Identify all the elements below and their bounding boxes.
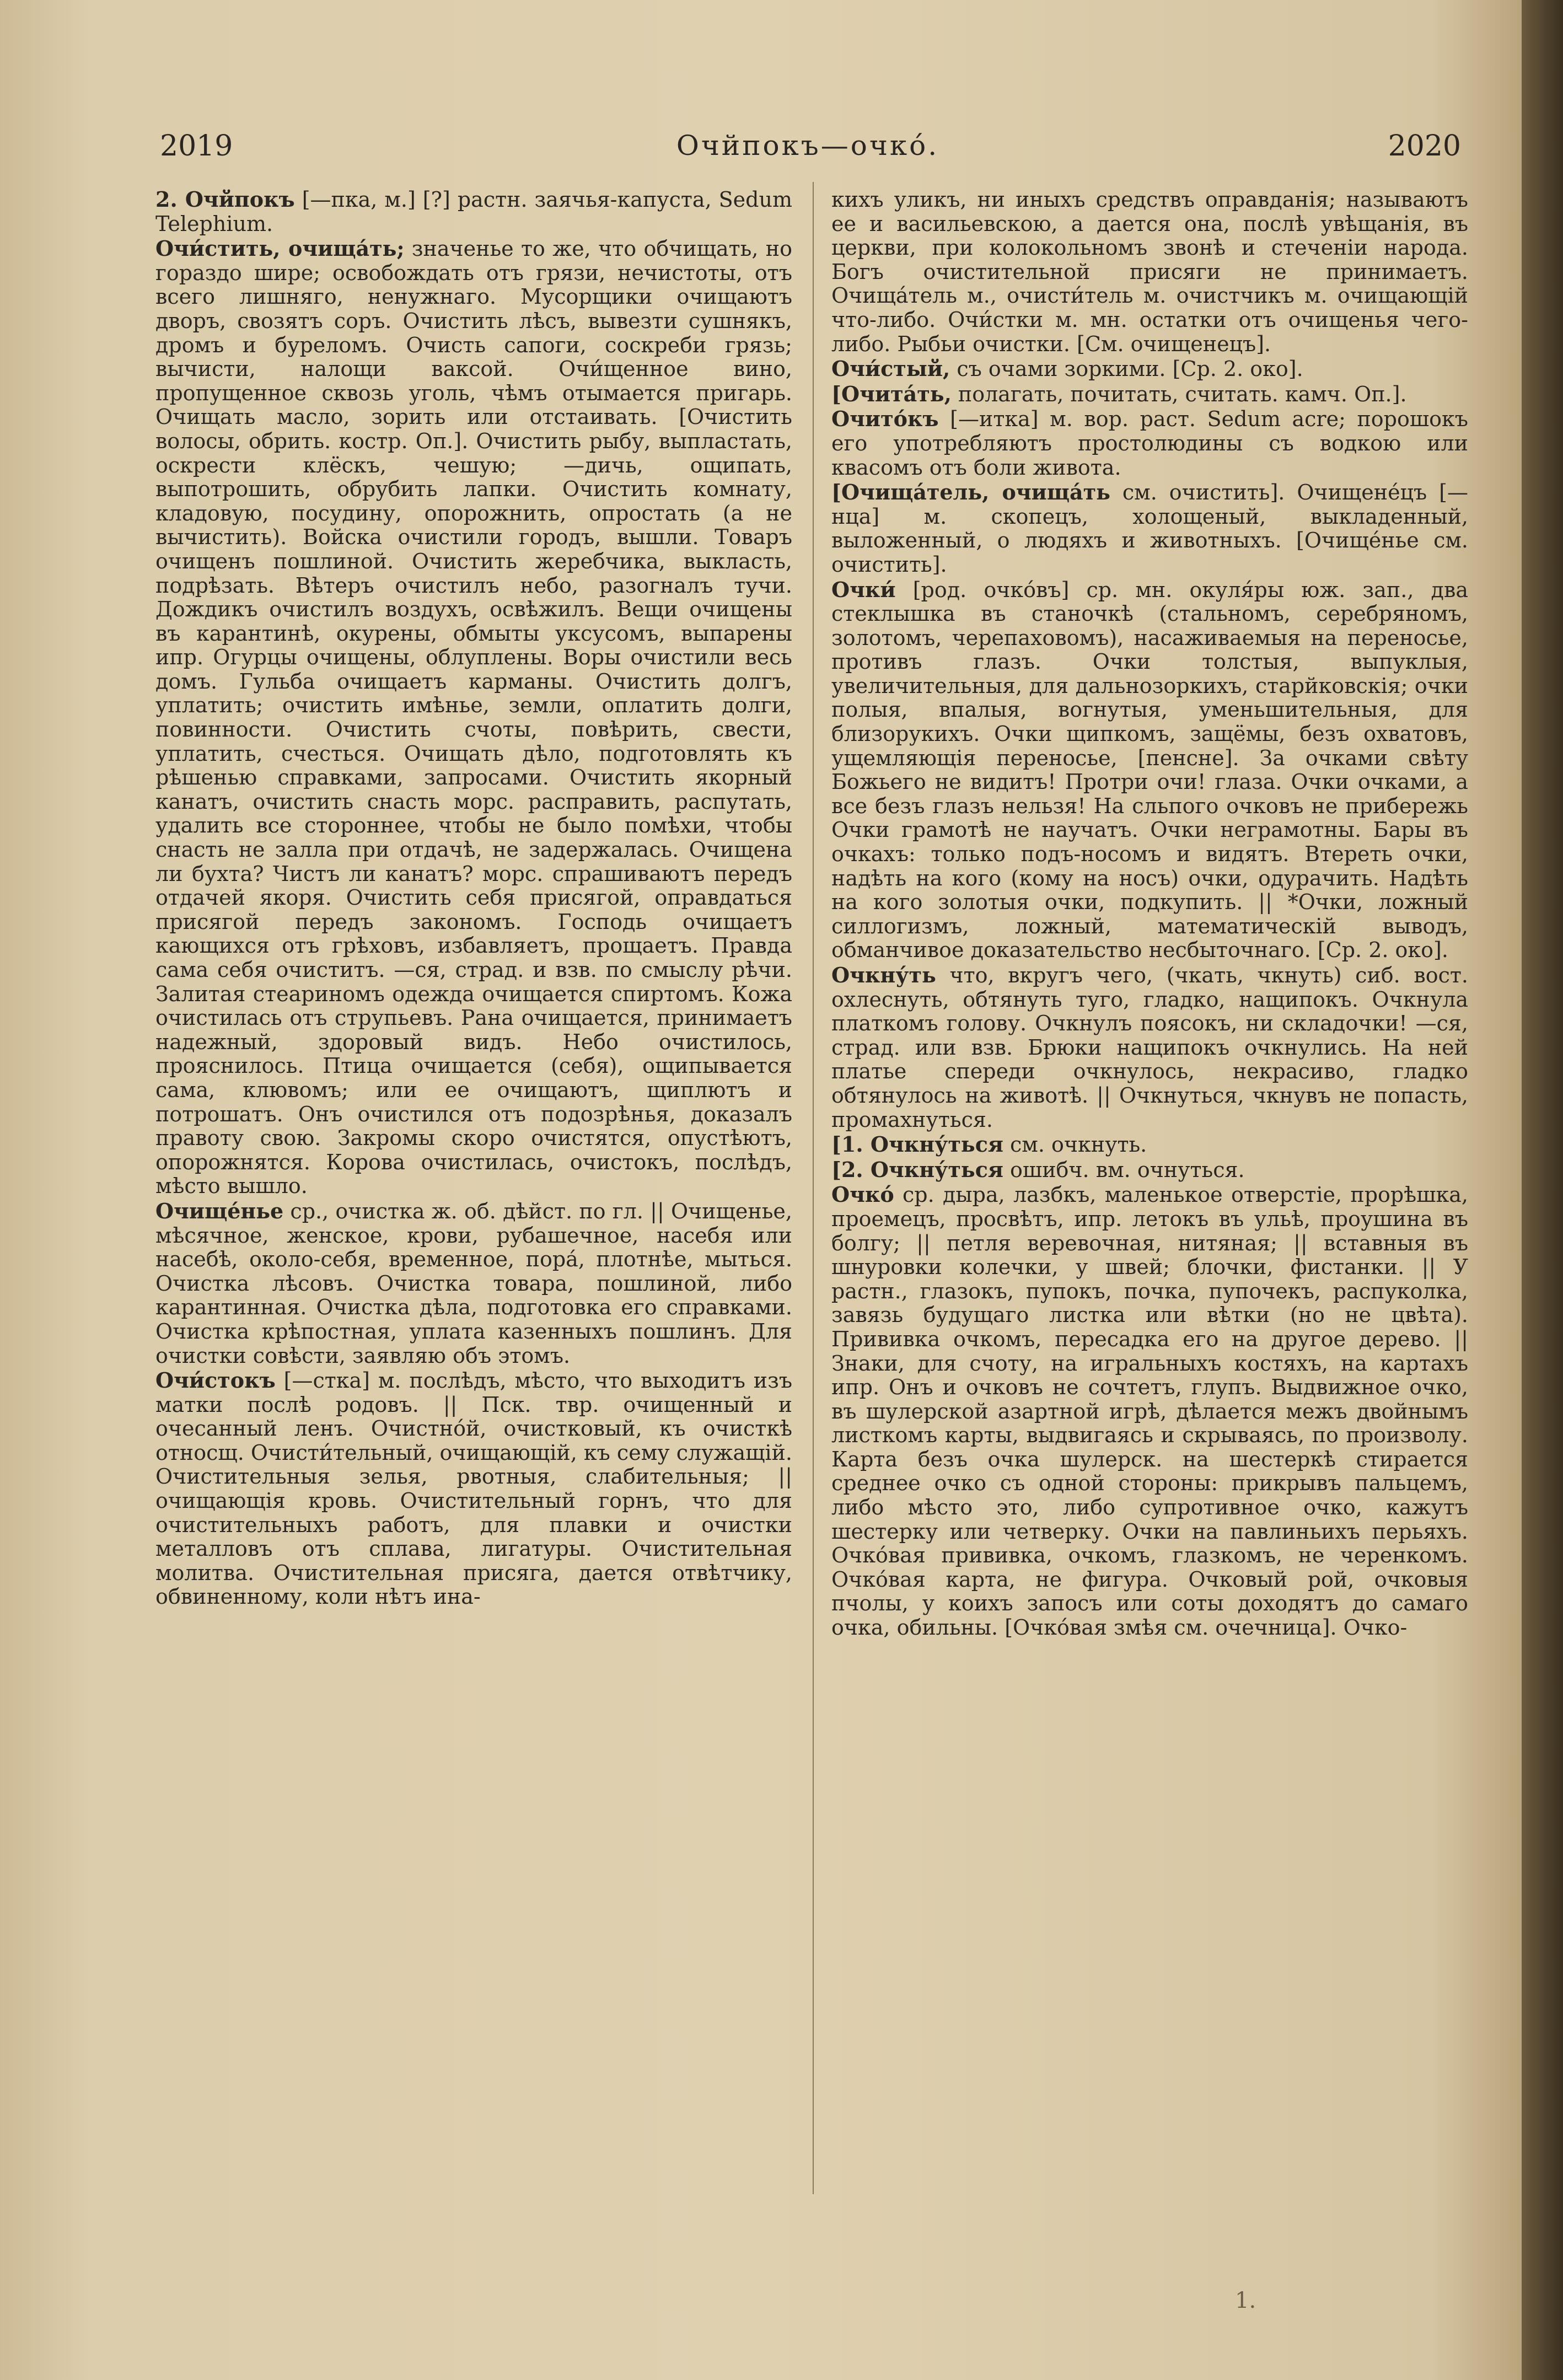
entry-headword: [2. Очкну́ться (831, 1157, 1003, 1182)
dictionary-entry (831, 187, 1468, 356)
entry-headword: Очито́къ (831, 406, 939, 432)
entry-headword: Очище́нье (155, 1198, 284, 1223)
left-column (155, 187, 792, 2227)
dictionary-entry (155, 187, 792, 236)
signature-mark: 1. (1235, 2288, 1256, 2313)
right-column (831, 187, 1468, 2227)
dictionary-entry (831, 963, 1468, 1132)
entry-text: [род. очко́въ] ср. мн. окуля́ры юж. зап., два стеклышка въ станочкѣ (стальномъ, серебряномъ, золотомъ, черепаховомъ), насаживаемыя на переносье, противъ глазъ. Очки толстыя, выпуклыя, увеличительныя, для дальнозоркихъ, старйковскія; очки полыя, впалыя, вогнутыя, уменьшительныя, для близорукихъ. Очки щипкомъ, защёмы, безъ охватовъ, ущемляющія переносье, [пенсне]. За очками свѣту Божьего не видитъ! Протри очи! глаза. Очки очками, а все безъ глазъ нельзя! На сльпого очковъ не прибережь Очки грамотѣ не научатъ. Очки неграмотны. Бары въ очкахъ: только подъ-носомъ и видятъ. Втереть очки, надѣть на кого (кому на носъ) очки, одурачить. Надѣть на кого золотыя очки, подкупить. || *Очки, ложный силлогизмъ, ложный, математическій выводъ, обманчивое доказательство несбыточнаго. [Ср. 2. око]. (831, 577, 1468, 963)
page-number-right: 2020 (1388, 130, 1461, 163)
entry-text: [—стка] м. послѣдъ, мѣсто, что выходитъ изъ матки послѣ родовъ. || Пск. твр. очищенный и очесанный ленъ. Очистно́й, очистковый, къ очисткѣ относщ. Очисти́тельный, очищающій, къ сему служащій. Очистительныя зелья, рвотныя, слабительныя; || очищающія кровь. Очистительный горнъ, что для очистительныхъ работъ, для плавки и очистки металловъ отъ сплава, лигатуры. Очистительная молитва. Очистительная присяга, дается отвѣтчику, обвиненному, коли нѣтъ ина- (155, 1368, 792, 1609)
entry-text: что, вкругъ чего, (чкать, чкнуть) сиб. вост. охлеснуть, обтянуть туго, гладко, нащипокъ. Очкнула платкомъ голову. Очкнулъ поясокъ, ни складочки! —ся, страд. или взв. Брюки нащипокъ очкнулись. На ней платье спереди очкнулось, некрасиво, гладко обтянулось на животѣ. || Очкнуться, чкнувъ не попасть, промахнуться. (831, 963, 1468, 1132)
entry-text: [—итка] м. вор. раст. Sedum acre; порошокъ его употребляютъ простолюдины съ водкою или квасомъ отъ боли живота. (831, 407, 1468, 480)
entry-text: см. очистить]. Очищене́цъ [—нца] м. скопецъ, холощеный, выкладенный, выложенный, о людяхъ и животныхъ. [Очище́нье см. очистить]. (831, 480, 1468, 577)
page-number-left: 2019 (160, 130, 233, 163)
entry-headword: Очко́ (831, 1182, 894, 1207)
column-divider (813, 182, 814, 2194)
entry-headword: [Очита́ть, (831, 381, 952, 406)
running-title: Очйпокъ—очко́. (676, 130, 939, 162)
dictionary-entry (831, 382, 1468, 407)
entry-headword: [Очища́тель, очища́ть (831, 480, 1110, 505)
entry-headword: [1. Очкну́ться (831, 1132, 1003, 1157)
dictionary-entry (155, 1199, 792, 1368)
entry-headword: Очи́стить, очища́ть; (155, 236, 405, 261)
entry-text: съ очами зоркими. [Ср. 2. око]. (950, 357, 1303, 382)
entry-text: ср. дыра, лазбкъ, маленькое отверстіе, прорѣшка, проемецъ, просвѣтъ, ипр. летокъ въ ульѣ, проушина въ болгу; || петля веревочная, нитяная; || вставныя въ шнуровки колечки, у швей; блочки, фистанки. || У растн., глазокъ, пупокъ, почка, пупочекъ, распуколка, завязь будущаго листка или вѣтки (но не цвѣта). Прививка очкомъ, пересадка его на другое дерево. || Знаки, для счоту, на игральныхъ костяхъ, на картахъ ипр. Онъ и очковъ не сочтетъ, глупъ. Выдвижное очко, въ шулерской азартной игрѣ, дѣлается межъ двойнымъ листкомъ карты, выдвигаясь и скрываясь, по произволу. Карта безъ очка шулерск. на шестеркѣ стирается среднее очко съ одной стороны: прикрывъ пальцемъ, либо мѣсто это, либо супротивное очко, кажутъ шестерку или четверку. Очки на павлиньихъ перьяхъ. Очко́вая прививка, очкомъ, глазкомъ, не черенкомъ. Очко́вая карта, не фигура. Очковый рой, очковыя пчолы, у коихъ запосъ или соты доходятъ до самаго очка, обильны. [Очко́вая змѣя см. очечница]. Очко- (831, 1183, 1468, 1640)
entry-headword: 2. Очйпокъ (155, 187, 295, 212)
entry-text: см. очкнуть. (1003, 1132, 1147, 1157)
dictionary-entry (831, 1132, 1468, 1157)
entry-text: ошибч. вм. очнуться. (1003, 1157, 1245, 1182)
dictionary-entry (831, 1158, 1468, 1183)
entry-text: значенье то же, что обчищать, но гораздо шире; освобождать отъ грязи, нечистоты, отъ всего лишняго, ненужнаго. Мусорщики очищаютъ дворъ, свозятъ соръ. Очистить лѣсъ, вывезти сушнякъ, дромъ и буреломъ. Очисть сапоги, соскреби грязь; вычисти, налощи ваксой. Очи́щенное вино, пропущенное сквозь уголь, чѣмъ отымается пригарь. Очищать масло, зорить или отстаивать. [Очистить волосы, обрить. костр. Оп.]. Очистить рыбу, выпластать, оскрести клёскъ, чешую; —дичь, ощипать, выпотрошить, обрубить лапки. Очистить комнату, кладовую, посудину, опорожнить, опростать (а не вычистить). Войска очистили городъ, вышли. Товаръ очищенъ пошлиной. Очистить жеребчика, выкласть, подрѣзать. Вѣтеръ очистилъ небо, разогналъ тучи. Дождикъ очистилъ воздухъ, освѣжилъ. Вещи очищены въ карантинѣ, окурены, обмыты уксусомъ, выпарены ипр. Огурцы очищены, облуплены. Воры очистили весь домъ. Гульба очищаетъ карманы. Очистить долгъ, уплатить; очистить имѣнье, земли, оплатить долги, повинности. Очистить счоты, повѣрить, свести, уплатить, счесться. Очищать дѣло, подготовлять къ рѣшенью справками, запросами. Очистить якорный канатъ, очистить снасть морс. расправить, распутать, удалить все стороннее, чтобы не было помѣхи, чтобы снасть не залла при отдачѣ, не задержалась. Очищена ли бухта? Чистъ ли канатъ? морс. спрашиваютъ передъ отдачей якоря. Очистить себя присягой, оправдаться присягой передъ закономъ. Господь очищаетъ кающихся отъ грѣховъ, избавляетъ, прощаетъ. Правда сама себя очиститъ. —ся, страд. и взв. по смыслу рѣчи. Залитая стеариномъ одежда очищается спиртомъ. Кожа очистилась отъ струпьевъ. Рана очищается, принимаетъ надежный, здоровый видъ. Небо очистилось, прояснилось. Птица очищается (себя), ощипывается сама, клювомъ; или ее очищаютъ, щиплютъ и потрошатъ. Онъ очистился отъ подозрѣнья, доказалъ правоту свою. Закромы скоро очистятся, опустѣютъ, опорожнятся. Корова очистилась, очистокъ, послѣдъ, мѣсто вышло. (155, 237, 792, 1199)
entry-headword: Очи́стый, (831, 356, 950, 382)
dictionary-entry (831, 357, 1468, 382)
entry-text: [—пка, м.] [?] растн. заячья-капуста, Sedum Telephium. (155, 187, 792, 236)
entry-headword: Очкну́ть (831, 963, 936, 987)
dictionary-entry (155, 237, 792, 1199)
dictionary-entry (831, 407, 1468, 480)
entry-text: полагать, почитать, считать. камч. Оп.]. (951, 382, 1407, 406)
page-header (154, 130, 1461, 168)
entry-headword: Очки́ (831, 577, 896, 602)
dictionary-entry (831, 480, 1468, 577)
dictionary-entry (831, 578, 1468, 963)
entry-text: кихъ уликъ, ни иныхъ средствъ оправданія; называютъ ее и васильевскою, а дается она, послѣ увѣщанія, въ церкви, при колокольномъ звонѣ и стеченіи народа. Богъ очистительной присяги не принимаетъ. Очища́тель м., очисти́тель м. очистчикъ м. очищающій что-либо. Очи́стки м. мн. остатки отъ очищенья чего-либо. Рыбьи очистки. [См. очищенецъ]. (831, 187, 1468, 356)
entry-text: ср., очистка ж. об. дѣйст. по гл. || Очищенье, мѣсячное, женское, крови, рубашечное, насебя или насебѣ, около-себя, временное, пора́, плотнѣе, мыться. Очистка лѣсовъ. Очистка товара, пошлиной, либо карантинная. Очистка дѣла, подготовка его справками. Очистка крѣпостная, уплата казенныхъ пошлинъ. Для очистки совѣсти, заявляю объ этомъ. (155, 1199, 792, 1368)
book-binding-edge (1522, 0, 1563, 2380)
dictionary-entry (155, 1368, 792, 1609)
entry-headword: Очи́стокъ (155, 1368, 276, 1393)
dictionary-entry (831, 1183, 1468, 1640)
